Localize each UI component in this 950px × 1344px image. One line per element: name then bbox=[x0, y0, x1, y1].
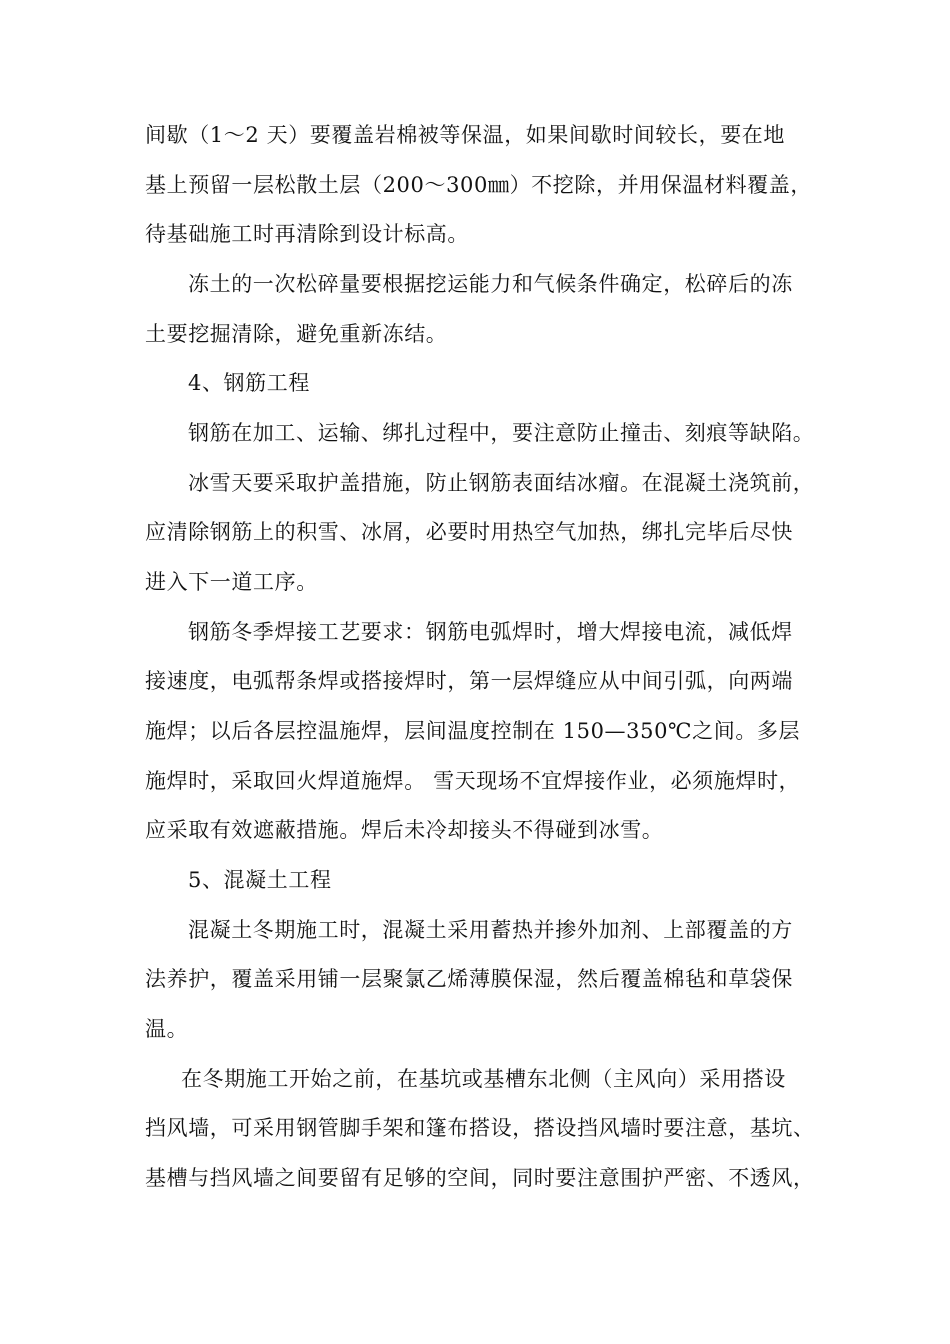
text-line-20: 在冬期施工开始之前，在基坑或基槽东北侧（主风向）采用搭设 bbox=[181, 1067, 786, 1091]
text-line-11: 钢筋冬季焊接工艺要求：钢筋电弧焊时，增大焊接电流，减低焊 bbox=[188, 620, 793, 644]
text-line-14: 施焊时，采取回火焊道施焊。 雪天现场不宜焊接作业，必须施焊时， bbox=[145, 769, 801, 793]
section-heading-rebar: 4、钢筋工程 bbox=[188, 371, 310, 395]
text-line-4: 冻土的一次松碎量要根据挖运能力和气候条件确定，松碎后的冻 bbox=[188, 272, 793, 296]
text-line-1: 间歇（1～2 天）要覆盖岩棉被等保温，如果间歇时间较长，要在地 bbox=[145, 123, 785, 147]
text-line-12: 接速度，电弧帮条焊或搭接焊时，第一层焊缝应从中间引弧，向两端 bbox=[145, 669, 793, 693]
text-line-2: 基上预留一层松散土层（200～300㎜）不挖除，并用保温材料覆盖， bbox=[145, 173, 812, 197]
text-line-18: 法养护，覆盖采用铺一层聚氯乙烯薄膜保湿，然后覆盖棉毡和草袋保 bbox=[145, 967, 793, 991]
text-line-19: 温。 bbox=[145, 1017, 189, 1041]
text-line-13: 施焊；以后各层控温施焊，层间温度控制在 150—350℃之间。多层 bbox=[145, 719, 801, 743]
text-line-21: 挡风墙，可采用钢管脚手架和篷布搭设，搭设挡风墙时要注意，基坑、 bbox=[145, 1116, 815, 1140]
text-line-9: 应清除钢筋上的积雪、冰屑，必要时用热空气加热，绑扎完毕后尽快 bbox=[145, 520, 793, 544]
text-line-3: 待基础施工时再清除到设计标高。 bbox=[145, 222, 469, 246]
text-line-10: 进入下一道工序。 bbox=[145, 570, 318, 594]
text-line-8: 冰雪天要采取护盖措施，防止钢筋表面结冰瘤。在混凝土浇筑前， bbox=[188, 471, 815, 495]
text-line-15: 应采取有效遮蔽措施。焊后未冷却接头不得碰到冰雪。 bbox=[145, 818, 664, 842]
text-line-22: 基槽与挡风墙之间要留有足够的空间，同时要注意围护严密、不透风， bbox=[145, 1166, 815, 1190]
text-line-5: 土要挖掘清除，避免重新冻结。 bbox=[145, 322, 448, 346]
section-heading-concrete: 5、混凝土工程 bbox=[188, 868, 332, 892]
text-line-17: 混凝土冬期施工时，混凝土采用蓄热并掺外加剂、上部覆盖的方 bbox=[188, 918, 793, 942]
text-line-7: 钢筋在加工、运输、绑扎过程中，要注意防止撞击、刻痕等缺陷。 bbox=[188, 421, 815, 445]
